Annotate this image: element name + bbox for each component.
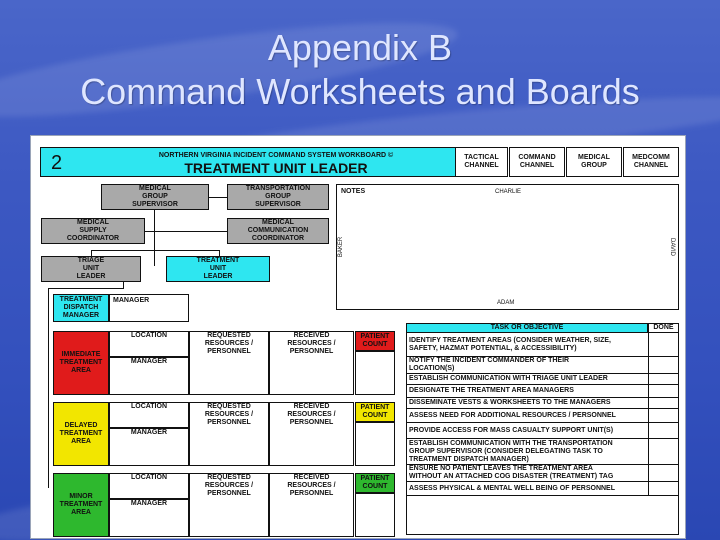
connector-line [154, 231, 227, 232]
slide-title-line-2: Command Worksheets and Boards [80, 71, 640, 112]
area-location-field[interactable] [109, 473, 189, 499]
treatment-unit-leader-worksheet [30, 135, 686, 539]
task-header: TASK OR OBJECTIVE [406, 323, 648, 333]
worksheet-header [40, 147, 456, 177]
medcomm-channel-box[interactable]: MEDCOMM CHANNEL [623, 147, 679, 177]
area-received-resources[interactable] [269, 402, 354, 466]
task-done-checkbox[interactable] [648, 423, 678, 439]
task-done-checkbox[interactable] [648, 357, 678, 374]
connector-line [123, 282, 124, 289]
patient-count-field[interactable] [355, 422, 395, 466]
medical-supply-coordinator-box[interactable]: MEDICAL SUPPLY COORDINATOR [41, 218, 145, 244]
task-done-checkbox[interactable] [648, 439, 678, 465]
worksheet-title: TREATMENT UNIT LEADER [184, 161, 368, 176]
task-item: ESTABLISH COMMUNICATION WITH THE TRANSPORTATION GROUP SUPERVISOR (CONSIDER DELEGATING TASK TO TREATMENT DISPATCH MANAGER) [406, 439, 648, 465]
dispatch-manager-field[interactable] [109, 294, 189, 322]
received-resources-label: RECEIVED RESOURCES / PERSONNEL [287, 332, 336, 355]
treatment-area-color-box: IMMEDIATE TREATMENT AREA [53, 331, 109, 395]
connector-line [209, 197, 227, 198]
connector-line [145, 231, 154, 232]
area-manager-label: MANAGER [130, 358, 168, 365]
patient-count-box[interactable]: PATIENT COUNT [355, 402, 395, 422]
task-done-checkbox[interactable] [648, 398, 678, 409]
notes-top-mark: CHARLIE [495, 189, 522, 195]
task-done-checkbox[interactable] [648, 465, 678, 482]
task-done-checkbox[interactable] [648, 409, 678, 423]
medical-communication-coordinator-box[interactable]: MEDICAL COMMUNICATION COORDINATOR [227, 218, 329, 244]
task-item: DISSEMINATE VESTS & WORKSHEETS TO THE MANAGERS [406, 398, 648, 409]
notes-right-mark: DAVID [668, 238, 675, 256]
triage-unit-leader-box[interactable]: TRIAGE UNIT LEADER [41, 256, 141, 282]
worksheet-system-name: NORTHERN VIRGINIA INCIDENT COMMAND SYSTEM WORKBOARD © [158, 152, 394, 159]
slide-title [0, 26, 720, 114]
medical-group-supervisor-box[interactable]: MEDICAL GROUP SUPERVISOR [101, 184, 209, 210]
area-requested-resources[interactable] [189, 402, 269, 466]
notes-label: NOTES [341, 188, 366, 195]
patient-count-field[interactable] [355, 493, 395, 537]
command-channel-box[interactable]: COMMAND CHANNEL [509, 147, 565, 177]
tactical-channel-box[interactable]: TACTICAL CHANNEL [455, 147, 508, 177]
task-item: DESIGNATE THE TREATMENT AREA MANAGERS [406, 385, 648, 398]
area-manager-field[interactable] [109, 499, 189, 537]
treatment-unit-leader-box[interactable]: TREATMENT UNIT LEADER [166, 256, 270, 282]
transportation-group-supervisor-box[interactable]: TRANSPORTATION GROUP SUPERVISOR [227, 184, 329, 210]
requested-resources-label: REQUESTED RESOURCES / PERSONNEL [204, 474, 254, 497]
task-item: ASSESS PHYSICAL & MENTAL WELL BEING OF PERSONNEL [406, 482, 648, 496]
area-manager-field[interactable] [109, 357, 189, 395]
slide-title-line-1: Appendix B [267, 27, 453, 68]
received-resources-label: RECEIVED RESOURCES / PERSONNEL [287, 403, 336, 426]
task-item: ESTABLISH COMMUNICATION WITH TRIAGE UNIT LEADER [406, 374, 648, 385]
area-manager-field[interactable] [109, 428, 189, 466]
area-received-resources[interactable] [269, 473, 354, 537]
task-item: ENSURE NO PATIENT LEAVES THE TREATMENT AREA WITHOUT AN ATTACHED COG DISASTER (TREATMENT) TAG [406, 465, 648, 482]
notes-left-mark: BAKER [338, 236, 345, 258]
task-item: IDENTIFY TREATMENT AREAS (CONSIDER WEATHER, SIZE, SAFETY, HAZMAT POTENTIAL, & ACCESSIBILITY) [406, 333, 648, 357]
area-location-label: LOCATION [130, 332, 168, 339]
task-done-checkbox[interactable] [648, 385, 678, 398]
notes-bottom-mark: ADAM [497, 300, 515, 306]
task-done-checkbox[interactable] [648, 374, 678, 385]
notes-area[interactable] [336, 184, 679, 310]
area-location-label: LOCATION [130, 474, 168, 481]
treatment-area-color-box: DELAYED TREATMENT AREA [53, 402, 109, 466]
connector-line [48, 288, 123, 289]
area-requested-resources[interactable] [189, 331, 269, 395]
worksheet-number: 2 [51, 152, 63, 174]
task-item: PROVIDE ACCESS FOR MASS CASUALTY SUPPORT UNIT(S) [406, 423, 648, 439]
requested-resources-label: REQUESTED RESOURCES / PERSONNEL [204, 332, 254, 355]
area-location-field[interactable] [109, 331, 189, 357]
patient-count-box[interactable]: PATIENT COUNT [355, 473, 395, 493]
area-location-label: LOCATION [130, 403, 168, 410]
area-manager-label: MANAGER [130, 429, 168, 436]
patient-count-box[interactable]: PATIENT COUNT [355, 331, 395, 351]
medical-group-box[interactable]: MEDICAL GROUP [566, 147, 622, 177]
area-requested-resources[interactable] [189, 473, 269, 537]
received-resources-label: RECEIVED RESOURCES / PERSONNEL [287, 474, 336, 497]
task-item: ASSESS NEED FOR ADDITIONAL RESOURCES / PERSONNEL [406, 409, 648, 423]
task-item: NOTIFY THE INCIDENT COMMANDER OF THEIR LOCATION(S) [406, 357, 648, 374]
dispatch-manager-label: MANAGER [113, 297, 150, 304]
area-received-resources[interactable] [269, 331, 354, 395]
area-manager-label: MANAGER [130, 500, 168, 507]
task-done-checkbox[interactable] [648, 482, 678, 496]
task-done-checkbox[interactable] [648, 333, 678, 357]
connector-line [154, 210, 155, 266]
treatment-dispatch-manager-box[interactable]: TREATMENT DISPATCH MANAGER [53, 294, 109, 322]
done-header: DONE [648, 323, 679, 333]
patient-count-field[interactable] [355, 351, 395, 395]
connector-line [48, 288, 49, 488]
area-location-field[interactable] [109, 402, 189, 428]
treatment-area-color-box: MINOR TREATMENT AREA [53, 473, 109, 537]
connector-line [91, 250, 219, 251]
requested-resources-label: REQUESTED RESOURCES / PERSONNEL [204, 403, 254, 426]
